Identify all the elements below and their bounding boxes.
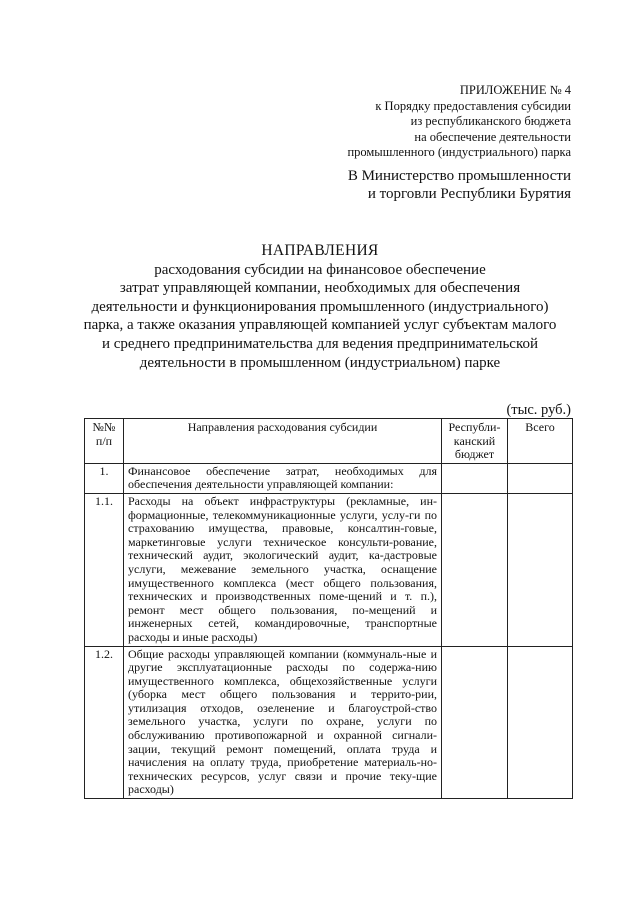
addressee-line: В Министерство промышленности bbox=[347, 168, 571, 184]
title-line: расходования субсидии на финансовое обеспечение bbox=[154, 261, 486, 278]
row-total-value bbox=[508, 493, 573, 646]
table-row bbox=[85, 493, 573, 646]
header-direction: Направления расходования субсидии bbox=[124, 419, 442, 464]
row-text: Общие расходы управляющей компании (коммуналь-ные и другие эксплуатационные расходы по содержа-нию имущественного комплекса, общехозяйственные услуги (уборка мест общего пользования и террито-рии, утилизация отходов, озеленение и благоустрой-ство земельного участка, услуги по охране, услуги по обслуживанию противопожарной и охранной сигнали-зации, текущий ремонт помещений, оплата труда и начисления на оплату труда, приобретение материаль-но-технических ресурсов, услуг связи и прочие теку-щие расходы) bbox=[124, 646, 442, 799]
title-line: и среднего предпринимательства для ведения предпринимательской bbox=[101, 335, 539, 352]
directions-table bbox=[84, 418, 573, 799]
title-heading: НАПРАВЛЕНИЯ bbox=[261, 242, 379, 259]
annex-line: из республиканского бюджета bbox=[410, 114, 571, 128]
table-row bbox=[85, 463, 573, 493]
title-line: деятельности и функционирования промышленного (индустриального) bbox=[91, 298, 549, 315]
unit-note: (тыс. руб.) bbox=[506, 402, 571, 418]
row-republican-value bbox=[442, 463, 508, 493]
row-text: Расходы на объект инфраструктуры (рекламные, ин-формационные, телекоммуникационные услуги, услу-ги по страхованию имущества, правовые, консалтин-говые, маркетинговые услуги техническое консульти-рование, технический аудит, экологический аудит, ка-дастровые услуги, межевание земельного участка, оснащение имущественного комплекса (мест общего пользования, технических и производственных поме-щений и т. п.), ремонт мест общего пользования, по-мещений и инженерных сетей, командировочные, транспортные расходы и иные расходы) bbox=[124, 493, 442, 646]
row-republican-value bbox=[442, 493, 508, 646]
addressee-line: и торговли Республики Бурятия bbox=[367, 186, 571, 202]
annex-header bbox=[347, 83, 571, 161]
title-line: парка, а также оказания управляющей компанией услуг субъектам малого bbox=[83, 317, 557, 334]
row-text: Финансовое обеспечение затрат, необходимых для обеспечения деятельности управляющей компании: bbox=[124, 463, 442, 493]
header-total: Всего bbox=[508, 419, 573, 464]
row-number: 1. bbox=[85, 463, 124, 493]
annex-line: на обеспечение деятельности bbox=[414, 129, 571, 144]
row-republican-value bbox=[442, 646, 508, 799]
row-total-value bbox=[508, 463, 573, 493]
row-number: 1.1. bbox=[85, 493, 124, 646]
table-row bbox=[85, 646, 573, 799]
header-republican-budget: Республи-канский бюджет bbox=[442, 419, 508, 464]
annex-line: промышленного (индустриального) парка bbox=[347, 145, 571, 159]
table-header-row bbox=[85, 419, 573, 464]
title-line: затрат управляющей компании, необходимых для обеспечения bbox=[119, 280, 521, 297]
title-line: деятельности в промышленном (индустриальном) парке bbox=[139, 354, 501, 371]
annex-line: к Порядку предоставления субсидии bbox=[375, 98, 571, 113]
header-number: №№ п/п bbox=[85, 419, 124, 464]
document-title bbox=[60, 242, 580, 372]
annex-line: ПРИЛОЖЕНИЕ № 4 bbox=[459, 83, 571, 97]
row-number: 1.2. bbox=[85, 646, 124, 799]
addressee-block bbox=[348, 167, 571, 203]
row-total-value bbox=[508, 646, 573, 799]
